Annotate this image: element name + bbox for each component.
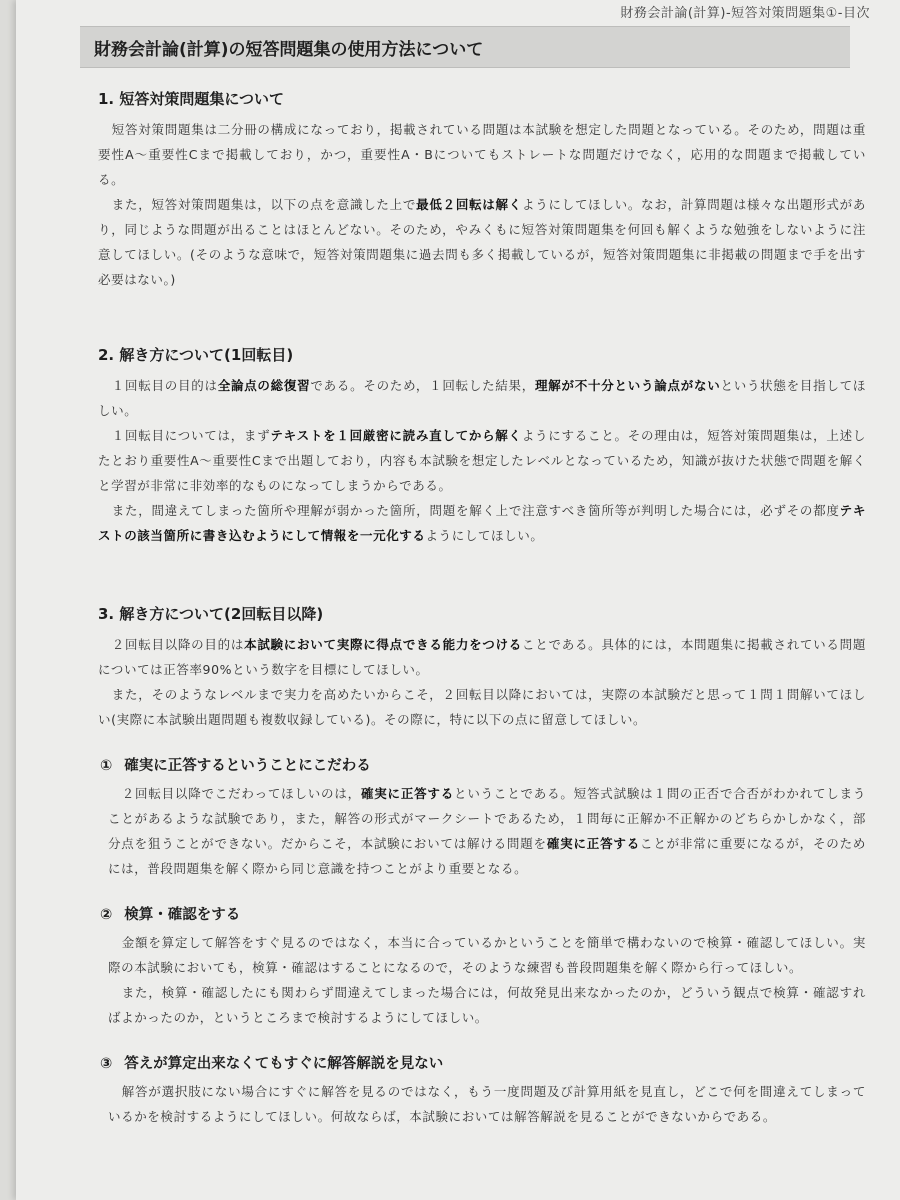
section-2-heading: 2. 解き方について(1回転目) [98,346,294,364]
section-1-heading: 1. 短答対策問題集について [98,90,285,108]
subsection-2-paragraph-1: 金額を算定して解答をすぐ見るのではなく，本当に合っているかということを簡単で構わないので検算・確認してほしい。実際の本試験においても，検算・確認はすることになるので，そのような練習も普段問題集を解く際から行ってほしい。 [108,935,866,975]
title-banner [80,26,850,68]
section-3-paragraph-1: ２回転目以降の目的は本試験において実際に得点できる能力をつけることである。具体的には，本問題集に掲載されている問題については正答率90%という数字を目標にしてほしい。 [98,637,866,677]
subsection-3-paragraph-1: 解答が選択肢にない場合にすぐに解答を見るのではなく，もう一度問題及び計算用紙を見直し，どこで何を間違えてしまっているかを検討するようにしてほしい。何故ならば，本試験においては解答解説を見ることができないからである。 [108,1084,866,1124]
subsection-3-heading: ③ 答えが算定出来なくてもすぐに解答解説を見ない [100,1056,444,1072]
emphasis: 全論点の総復習 [217,378,311,393]
section-2-paragraph-2: １回転目については，まずテキストを１回厳密に読み直してから解くようにすること。その理由は，短答対策問題集は，上述したとおり重要性A～重要性Cまで出題しており，内容も本試験を想定したレベルとなっているため，知識が抜けた状態で問題を解くと学習が非常に非効率的なものになってしまうからである。 [98,428,866,493]
emphasis: テキストを１回厳密に読み直してから解く [270,428,522,443]
emphasis: 確実に正答する [546,836,641,851]
running-header: 財務会計論(計算)-短答対策問題集①-目次 [620,6,870,21]
document-page [16,0,900,1200]
circled-number-1: ① [100,758,113,774]
section-1-paragraph-2: また，短答対策問題集は，以下の点を意識した上で最低２回転は解くようにしてほしい。なお，計算問題は様々な出題形式があり，同じような問題が出ることはほとんどない。そのため，やみくもに短答対策問題集を何回も解くような勉強をしないように注意してほしい。(そのような意味で，短答対策問題集に過去問も多く掲載しているが，短答対策問題集に非掲載の問題まで手を出す必要はない。) [98,197,866,287]
subsection-2-heading: ② 検算・確認をする [100,907,241,923]
section-2-paragraph-1: １回転目の目的は全論点の総復習である。そのため，１回転した結果，理解が不十分という論点がないという状態を目指してほしい。 [98,378,866,418]
emphasis: 理解が不十分という論点がない [535,378,721,393]
subsection-2 [98,903,866,1030]
circled-number-2: ② [100,907,113,923]
section-1-paragraph-1: 短答対策問題集は二分冊の構成になっており，掲載されている問題は本試験を想定した問題となっている。そのため，問題は重要性A～重要性Cまで掲載しており，かつ，重要性A・Bについてもストレートな問題だけでなく，応用的な問題まで掲載している。 [98,122,866,187]
subsection-1-heading: ① 確実に正答するということにこだわる [100,758,371,774]
emphasis: 本試験において実際に得点できる能力をつける [244,637,523,652]
emphasis: 確実に正答する [360,786,455,801]
section-2 [98,344,866,548]
section-1 [98,88,866,292]
emphasis: テキストの該当箇所に書き込むようにして情報を一元化する [98,503,866,543]
section-3-heading: 3. 解き方について(2回転目以降) [98,605,324,623]
subsection-2-paragraph-2: また，検算・確認したにも関わらず間違えてしまった場合には，何故発見出来なかったのか，どういう観点で検算・確認すればよかったのか，というところまで検討するようにしてほしい。 [108,985,866,1025]
circled-number-3: ③ [100,1056,113,1072]
emphasis: 最低２回転は解く [416,197,523,212]
subsection-1-paragraph: ２回転目以降でこだわってほしいのは，確実に正答するということである。短答式試験は１問の正否で合否がわかれてしまうことがあるような試験であり，また，解答の形式がマークシートであるため，１問毎に正解か不正解かのどちらかしかなく，部分点を狙うことができない。だからこそ，本試験においては解ける問題を確実に正答することが非常に重要になるが，そのためには，普段問題集を解く際から同じ意識を持つことがより重要となる。 [108,786,867,876]
page-title: 財務会計論(計算)の短答問題集の使用方法について [94,40,484,60]
section-2-paragraph-3: また，間違えてしまった箇所や理解が弱かった箇所，問題を解く上で注意すべき箇所等が判明した場合には，必ずその都度テキストの該当箇所に書き込むようにして情報を一元化するようにしてほしい。 [98,503,866,543]
subsection-1 [98,754,866,881]
section-3 [98,603,866,1129]
section-3-paragraph-2: また，そのようなレベルまで実力を高めたいからこそ，２回転目以降においては，実際の本試験だと思って１問１問解いてほしい(実際に本試験出題問題も複数収録している)。その際に，特に以下の点に留意してほしい。 [98,687,866,727]
subsection-3 [98,1052,866,1129]
